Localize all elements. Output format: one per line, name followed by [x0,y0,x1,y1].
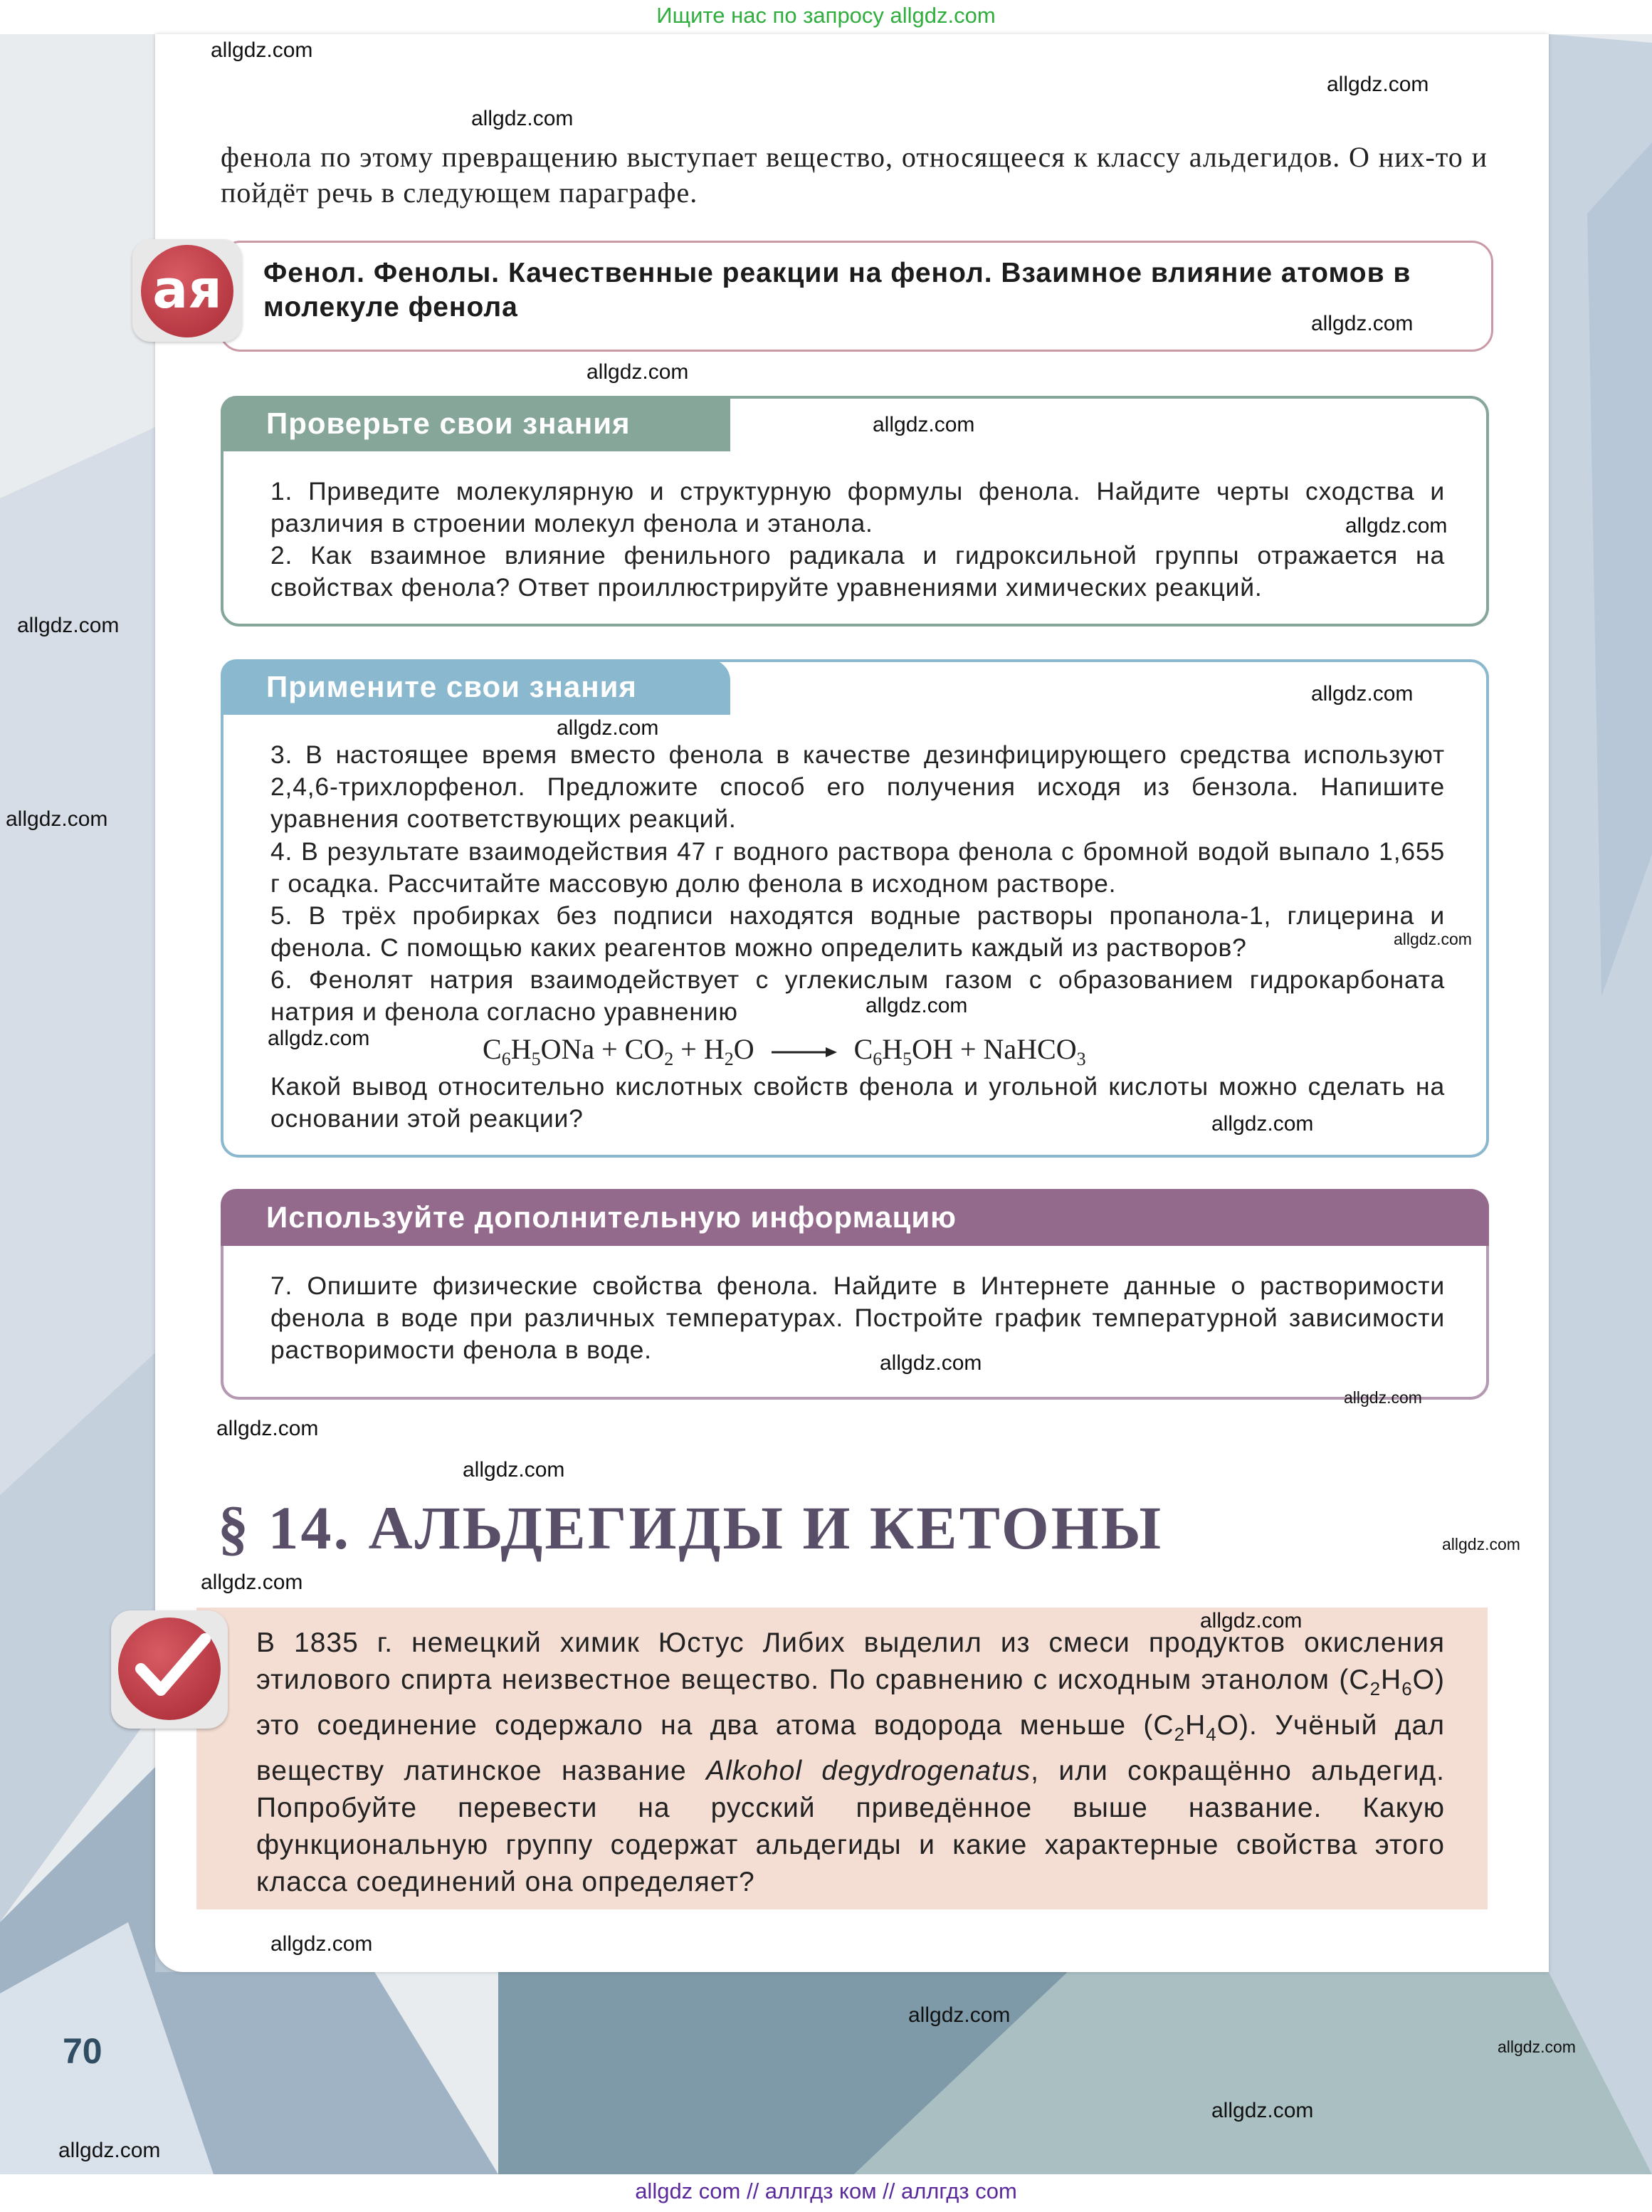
az-icon-letters: ая [152,259,222,320]
bottom-banner-text[interactable]: allgdz com // аллгдз ком // аллгдз com [635,2179,1017,2203]
watermark: allgdz.com [1345,514,1448,538]
watermark: allgdz.com [908,2003,1011,2027]
watermark: allgdz.com [1327,73,1429,96]
watermark: allgdz.com [1200,1609,1303,1632]
watermark: allgdz.com [873,413,975,436]
summary-text: Фенол. Фенолы. Качественные реакции на фенол. Взаимное влияние атомов в молекуле фенола [263,258,1411,323]
checkmark-icon [125,1625,218,1713]
task-6: 6. Фенолят натрия взаимодействует с углекислым газом с образованием гидрокарбоната натрия и фенола согласно уравнению [270,965,1445,1026]
extra-info-title: Используйте дополнительную информацию [221,1189,1489,1246]
apply-knowledge-title: Примените свои знания [221,659,730,715]
watermark: allgdz.com [211,38,313,62]
check-knowledge-title: Проверьте свои знания [221,396,730,451]
watermark: allgdz.com [1344,1388,1422,1407]
task-5: 5. В трёх пробирках без подписи находятся водные растворы пропанола-1, глицерина и фенола. С помощью каких реагентов можно определить каждый из растворов? [270,901,1445,962]
watermark: allgdz.com [557,716,659,740]
task-4: 4. В результате взаимодействия 47 г водного раствора фенола с бромной водой выпало 1,655 г осадка. Рассчитайте массовую долю фенола в исходном растворе. [270,837,1445,898]
watermark: allgdz.com [270,1932,373,1956]
chemical-equation: $C_6H_5ONa + CO_2 + H_2O$ $C_6H_5OH$ + NaHCO$_3$ [483,1033,1086,1069]
watermark: allgdz.com [1211,2099,1314,2122]
task-3: 3. В настоящее время вместо фенола в качестве дезинфицирующего средства используют 2,4,6-трихлорфенол. Предложите способ его получения исходя из бензола. Напишите уравнения соответствующих реакций. [270,740,1445,833]
watermark: allgdz.com [586,360,689,384]
watermark: allgdz.com [471,107,574,130]
motivation-task-text: В 1835 г. немецкий химик Юстус Либих выделил из смеси продуктов окисления этилового спирта неизвестное вещество. По сравнению с исходным этанолом $(C_2H_6O)$ это соединение содержало на два атома водорода меньше $(C_2H_4O)$. Учёный дал веществу латинское название Alkohol degydrogenatus, или сокращённо альдегид. Попробуйте перевести на русский приведённое выше название. Какую функциональную группу содержат альдегиды и какие характерные свойства этого класса соединений она определяет? [256,1627,1446,1897]
watermark: allgdz.com [58,2139,161,2162]
task-6-question: Какой вывод относительно кислотных свойств фенола и угольной кислоты можно сделать на основании этой реакции? [270,1072,1445,1133]
task-1: 1. Приведите молекулярную и структурную формулы фенола. Найдите черты сходства и различия в строении молекул фенола и этанола. [270,477,1445,538]
top-banner-text[interactable]: Ищите нас по запросу allgdz.com [656,3,996,28]
watermark: allgdz.com [1311,312,1414,335]
watermark: allgdz.com [17,614,120,637]
task-7: 7. Опишите физические свойства фенола. Найдите в Интернете данные о растворимости фенола в воде при различных температурах. Постройте график температурной зависимости растворимости фенола в воде. [270,1272,1445,1364]
reaction-arrow-icon [769,1044,840,1061]
watermark: allgdz.com [463,1458,565,1482]
watermark: allgdz.com [6,807,108,831]
watermark: allgdz.com [216,1417,319,1440]
watermark: allgdz.com [268,1027,370,1050]
page-number: 70 [63,2031,102,2071]
watermark: allgdz.com [880,1351,982,1375]
watermark: allgdz.com [201,1571,303,1594]
watermark: allgdz.com [1211,1112,1314,1136]
watermark: allgdz.com [1311,682,1414,706]
watermark: allgdz.com [1442,1535,1520,1553]
chapter-heading: § 14. АЛЬДЕГИДЫ И КЕТОНЫ [218,1494,1164,1562]
watermark: allgdz.com [866,994,968,1017]
watermark: allgdz.com [1394,930,1472,948]
task-2: 2. Как взаимное влияние фенильного радикала и гидроксильной группы отражается на свойствах фенола? Ответ проиллюстрируйте уравнениями химических реакций. [270,541,1445,602]
watermark: allgdz.com [1498,2038,1576,2056]
intro-paragraph: фенола по этому превращению выступает вещество, относящееся к классу альдегидов. О них-то и пойдёт речь в следующем параграфе. [221,141,1488,209]
